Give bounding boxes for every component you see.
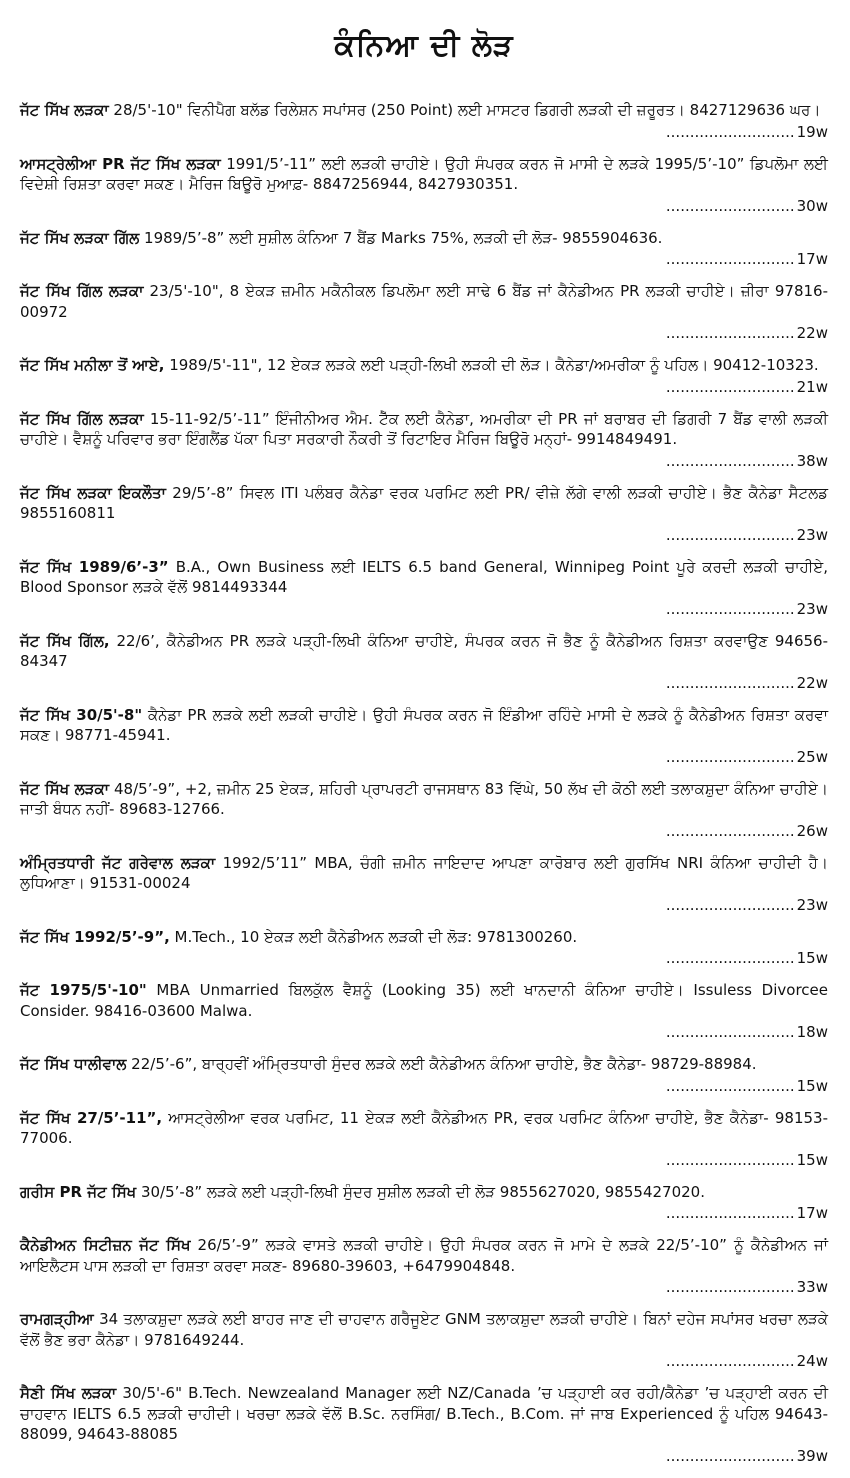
dot-leader: ........................... — [665, 324, 795, 342]
ad-footer — [20, 1351, 828, 1371]
classified-ad — [20, 1108, 828, 1170]
ad-heading: ਜੱਟ ਸਿੱਖ 30/5'-8" — [20, 705, 143, 724]
ad-body: 26/5’-9” ਲੜਕੇ ਵਾਸਤੇ ਲੜਕੀ ਚਾਹੀਏ। ਉਹੀ ਸੰਪਰਕ ਕਰਨ ਜੋ ਮਾਮੇ ਦੇ ਲੜਕੇ 22/5’-10” ਨੂੰ ਕੈਨੇਡੀਅਨ ਜਾਂ ਆਇਲੈਟਸ ਪਾਸ ਲੜਕੀ ਦਾ ਰਿਸ਼ਤਾ ਕਰਵਾ ਸਕਣ- 89680-39603, +6479904848. — [20, 1236, 828, 1275]
ad-heading: ਜੱਟ 1975/5'-10" — [20, 981, 147, 999]
ad-body: 1989/5'-11", 12 ਏਕੜ ਲੜਕੇ ਲਈ ਪੜ੍ਹੀ-ਲਿਖੀ ਲੜਕੀ ਦੀ ਲੋੜ। ਕੈਨੇਡਾ/ਅਮਰੀਕਾ ਨੂੰ ਪਹਿਲ। 90412-10323. — [164, 356, 819, 374]
ad-code: 39w — [796, 1446, 828, 1465]
classified-ad — [20, 1235, 828, 1297]
ad-body: 30/5'-6" B.Tech. Newzealand Manager ਲਈ NZ/Canada ’ਚ ਪੜ੍ਹਾਈ ਕਰ ਰਹੀ/ਕੈਨੇਡਾ ’ਚ ਪੜ੍ਹਾਈ ਕਰਨ ਦੀ ਚਾਹਵਾਨ IELTS 6.5 ਲੜਕੀ ਚਾਹੀਦੀ। ਖਰਚਾ ਲੜਕੇ ਵੱਲੋਂ B.Sc. ਨਰਸਿੰਗ/ B.Tech., B.Com. ਜਾਂ ਜਾਬ Experienced ਨੂੰ ਪਹਿਲ 94643-88099, 94643-88085 — [20, 1384, 828, 1443]
dot-leader: ........................... — [665, 1352, 795, 1370]
classified-ad — [20, 409, 828, 471]
classified-ad — [20, 557, 828, 619]
ad-heading: ਜੱਟ ਸਿੱਖ 1989/6’-3” — [20, 557, 169, 576]
ad-heading: ਜੱਟ ਸਿੱਖ ਗਿੱਲ ਲੜਕਾ — [20, 409, 144, 428]
ad-footer — [20, 451, 828, 471]
ad-body: 22/5’-6”, ਬਾਰ੍ਹਵੀਂ ਅੰਮ੍ਰਿਤਧਾਰੀ ਸੁੰਦਰ ਲੜਕੇ ਲਈ ਕੈਨੇਡੀਅਨ ਕੰਨਿਆ ਚਾਹੀਏ, ਭੈਣ ਕੈਨੇਡਾ- 98729-88984. — [126, 1055, 757, 1073]
ad-heading: ਜੱਟ ਸਿੱਖ ਲੜਕਾ ਇਕਲੌਤਾ — [20, 483, 166, 502]
ad-body: 34 ਤਲਾਕਸ਼ੁਦਾ ਲੜਕੇ ਲਈ ਬਾਹਰ ਜਾਣ ਦੀ ਚਾਹਵਾਨ ਗਰੈਜੂਏਟ GNM ਤਲਾਕਸ਼ੁਦਾ ਲੜਕੀ ਚਾਹੀਏ। ਬਿਨਾਂ ਦਹੇਜ ਸਪਾਂਸਰ ਖਰਚਾ ਲੜਕੇ ਵੱਲੋਂ ਭੈਣ ਭਰਾ ਕੈਨੇਡਾ। 9781649244. — [20, 1310, 828, 1349]
dot-leader: ........................... — [665, 895, 795, 914]
ad-heading: ਜੱਟ ਸਿੱਖ 1992/5’-9”, — [20, 927, 170, 946]
ad-footer — [20, 1076, 828, 1096]
ad-body: 1991/5’-11” ਲਈ ਲੜਕੀ ਚਾਹੀਏ। ਉਹੀ ਸੰਪਰਕ ਕਰਨ ਜੋ ਮਾਸੀ ਦੇ ਲੜਕੇ 1995/5’-10” ਡਿਪਲੋਮਾ ਲਈ ਵਿਦੇਸ਼ੀ ਰਿਸ਼ਤਾ ਕਰਵਾ ਸਕਣ। ਮੈਰਿਜ ਬਿਊਰੋ ਮੁਆਫ਼- 8847256944, 8427930351. — [20, 154, 828, 193]
ad-footer — [20, 1277, 828, 1297]
ad-code: 18w — [796, 1023, 828, 1041]
ad-text — [20, 557, 828, 598]
dot-leader: ........................... — [665, 1446, 795, 1465]
ad-text — [20, 483, 828, 524]
dot-leader: ........................... — [665, 377, 795, 396]
ad-code: 23w — [796, 599, 828, 618]
ad-text — [20, 100, 828, 121]
classified-ad — [20, 355, 828, 397]
ad-code: 17w — [796, 1204, 828, 1222]
ad-heading: ਸੈਣੀ ਸਿੱਖ ਲੜਕਾ — [20, 1384, 117, 1402]
classified-ad — [20, 228, 828, 270]
ad-code: 21w — [796, 377, 828, 396]
ad-body: 22/6’, ਕੈਨੇਡੀਅਨ PR ਲੜਕੇ ਪੜ੍ਹੀ-ਲਿਖੀ ਕੰਨਿਆ ਚਾਹੀਏ, ਸੰਪਰਕ ਕਰਨ ਜੋ ਭੈਣ ਨੂੰ ਕੈਨੇਡੀਅਨ ਰਿਸ਼ਤਾ ਕਰਵਾਉਣ 94656-84347 — [20, 631, 828, 670]
ad-footer — [20, 1150, 828, 1170]
ad-footer — [20, 377, 828, 397]
ad-code: 15w — [796, 1150, 828, 1169]
ad-text — [20, 228, 828, 249]
ad-body: 1992/5’11” MBA, ਚੰਗੀ ਜ਼ਮੀਨ ਜਾਇਦਾਦ ਆਪਣਾ ਕਾਰੋਬਾਰ ਲਈ ਗੁਰਸਿੱਖ NRI ਕੰਨਿਆ ਚਾਹੀਦੀ ਹੈ। ਲੁਧਿਆਣਾ। 91531-00024 — [20, 853, 828, 892]
ad-footer — [20, 948, 828, 968]
ad-body: ਕੈਨੇਡਾ PR ਲੜਕੇ ਲਈ ਲੜਕੀ ਚਾਹੀਏ। ਉਹੀ ਸੰਪਰਕ ਕਰਨ ਜੋ ਇੰਡੀਆ ਰਹਿੰਦੇ ਮਾਸੀ ਦੇ ਲੜਕੇ ਨੂੰ ਕੈਨੇਡੀਅਨ ਰਿਸ਼ਤਾ ਕਰਵਾ ਸਕਣ। 98771-45941. — [20, 705, 829, 744]
dot-leader: ........................... — [665, 599, 795, 618]
ad-text — [20, 1054, 828, 1075]
dot-leader: ........................... — [665, 250, 795, 268]
ad-text — [20, 281, 828, 322]
ad-code: 25w — [796, 747, 828, 766]
dot-leader: ........................... — [665, 122, 795, 141]
classified-ad — [20, 483, 828, 545]
ad-heading: ਆਸਟ੍ਰੇਲੀਆ PR ਜੱਟ ਸਿੱਖ ਲੜਕਾ — [20, 154, 221, 173]
classified-ad — [20, 631, 828, 693]
ad-footer — [20, 747, 828, 767]
classified-ad — [20, 154, 828, 216]
dot-leader: ........................... — [665, 949, 795, 967]
ad-footer — [20, 1446, 828, 1466]
classified-ad — [20, 1054, 828, 1096]
ad-heading: ਜੱਟ ਸਿੱਖ ਲੜਕਾ ਗਿੱਲ — [20, 228, 140, 247]
dot-leader: ........................... — [665, 1204, 795, 1222]
ad-code: 30w — [796, 196, 828, 215]
ad-body: B.A., Own Business ਲਈ IELTS 6.5 band General, Winnipeg Point ਪੂਰੇ ਕਰਦੀ ਲੜਕੀ ਚਾਹੀਏ, Blood Sponsor ਲੜਕੇ ਵੱਲੋਂ 9814493344 — [20, 557, 828, 596]
classified-ad — [20, 779, 828, 841]
ad-heading: ਜੱਟ ਸਿੱਖ ਮਨੀਲਾ ਤੋਂ ਆਏ, — [20, 356, 165, 374]
ad-heading: ਅੰਮ੍ਰਿਤਧਾਰੀ ਜੱਟ ਗਰੇਵਾਲ ਲੜਕਾ — [20, 853, 216, 872]
classified-ad — [20, 1182, 828, 1224]
ad-text — [20, 779, 828, 820]
ad-body: 1989/5’-8” ਲਈ ਸੁਸ਼ੀਲ ਕੰਨਿਆ 7 ਬੈਂਡ Marks 75%, ਲੜਕੀ ਦੀ ਲੋੜ- 9855904636. — [139, 228, 663, 247]
dot-leader: ........................... — [665, 821, 795, 840]
classified-ad — [20, 927, 828, 969]
ad-body: 48/5’-9”, +2, ਜ਼ਮੀਨ 25 ਏਕੜ, ਸ਼ਹਿਰੀ ਪ੍ਰਾਪਰਟੀ ਰਾਜਸਥਾਨ 83 ਵਿੱਘੇ, 50 ਲੱਖ ਦੀ ਕੋਠੀ ਲਈ ਤਲਾਕਸ਼ੁਦਾ ਕੰਨਿਆ ਚਾਹੀਏ। ਜਾਤੀ ਬੰਧਨ ਨਹੀਂ- 89683-12766. — [20, 779, 829, 818]
ad-code: 15w — [796, 1076, 828, 1095]
ad-text — [20, 1235, 828, 1276]
ad-code: 23w — [796, 525, 828, 544]
dot-leader: ........................... — [665, 1278, 795, 1296]
ad-footer — [20, 122, 828, 142]
dot-leader: ........................... — [665, 196, 795, 215]
ad-footer — [20, 196, 828, 216]
ad-text — [20, 1108, 828, 1149]
ad-code: 17w — [796, 250, 828, 268]
ad-body: 23/5'-10", 8 ਏਕੜ ਜ਼ਮੀਨ ਮਕੈਨੀਕਲ ਡਿਪਲੋਮਾ ਲਈ ਸਾਢੇ 6 ਬੈਂਡ ਜਾਂ ਕੈਨੇਡੀਅਨ PR ਲੜਕੀ ਚਾਹੀਏ। ਜ਼ੀਰਾ 97816-00972 — [20, 282, 828, 321]
dot-leader: ........................... — [665, 525, 795, 544]
ad-text — [20, 853, 828, 894]
ad-text — [20, 927, 828, 948]
ad-footer — [20, 249, 828, 269]
classified-ad — [20, 853, 828, 915]
ad-heading: ਜੱਟ ਸਿੱਖ ਗਿੱਲ, — [20, 631, 110, 650]
ad-body: M.Tech., 10 ਏਕੜ ਲਈ ਕੈਨੇਡੀਅਨ ਲੜਕੀ ਦੀ ਲੋੜ: 9781300260. — [169, 927, 578, 946]
ad-footer — [20, 673, 828, 693]
classified-ad — [20, 1309, 828, 1371]
ad-footer — [20, 323, 828, 343]
ad-body: 30/5’-8” ਲੜਕੇ ਲਈ ਪੜ੍ਹੀ-ਲਿਖੀ ਸੁੰਦਰ ਸੁਸ਼ੀਲ ਲੜਕੀ ਦੀ ਲੋੜ 9855627020, 9855427020. — [136, 1182, 705, 1201]
ad-code: 23w — [796, 895, 828, 914]
ad-code: 33w — [796, 1278, 828, 1296]
ad-footer — [20, 525, 828, 545]
classified-ad — [20, 980, 828, 1042]
classified-ad — [20, 100, 828, 142]
ad-body: 15-11-92/5’-11” ਇੰਜੀਨੀਅਰ ਐਮ. ਟੈੱਕ ਲਈ ਕੈਨੇਡਾ, ਅਮਰੀਕਾ ਦੀ PR ਜਾਂ ਬਰਾਬਰ ਦੀ ਡਿਗਰੀ 7 ਬੈਂਡ ਵਾਲੀ ਲੜਕੀ ਚਾਹੀਏ। ਵੈਸ਼ਨੂੰ ਪਰਿਵਾਰ ਭਰਾ ਇੰਗਲੈਂਡ ਪੱਕਾ ਪਿਤਾ ਸਰਕਾਰੀ ਨੌਕਰੀ ਤੋਂ ਰਿਟਾਇਰ ਮੈਰਿਜ ਬਿਊਰੋ ਮਨ੍ਹਾਂ- 9914849491. — [20, 409, 828, 448]
ad-heading: ਜੱਟ ਸਿੱਖ ਗਿੱਲ ਲੜਕਾ — [20, 282, 144, 300]
ad-footer — [20, 1203, 828, 1223]
ad-text — [20, 154, 828, 195]
dot-leader: ........................... — [665, 1076, 795, 1095]
ad-heading: ਗਰੀਸ PR ਜੱਟ ਸਿੱਖ — [20, 1182, 137, 1201]
ad-heading: ਰਾਮਗੜ੍ਹੀਆ — [20, 1310, 94, 1328]
ad-code: 38w — [796, 451, 828, 470]
dot-leader: ........................... — [665, 1023, 795, 1041]
ad-heading: ਜੱਟ ਸਿੱਖ ਲੜਕਾ — [20, 779, 110, 798]
ads-list — [20, 100, 828, 1466]
ad-footer — [20, 895, 828, 915]
dot-leader: ........................... — [665, 1150, 795, 1169]
ad-code: 22w — [796, 324, 828, 342]
ad-heading: ਜੱਟ ਸਿੱਖ ਲੜਕਾ — [20, 101, 109, 119]
ad-code: 15w — [796, 949, 828, 967]
ad-body: 29/5’-8” ਸਿਵਲ ITI ਪਲੰਬਰ ਕੈਨੇਡਾ ਵਰਕ ਪਰਮਿਟ ਲਈ PR/ ਵੀਜ਼ੇ ਲੱਗੇ ਵਾਲੀ ਲੜਕੀ ਚਾਹੀਏ। ਭੈਣ ਕੈਨੇਡਾ ਸੈਟਲਡ 9855160811 — [20, 483, 828, 522]
dot-leader: ........................... — [665, 673, 795, 692]
ad-footer — [20, 599, 828, 619]
ad-text — [20, 1383, 828, 1445]
ad-footer — [20, 1022, 828, 1042]
ad-code: 24w — [796, 1352, 828, 1370]
ad-text — [20, 355, 828, 376]
ad-code: 26w — [796, 821, 828, 840]
dot-leader: ........................... — [665, 451, 795, 470]
ad-code: 19w — [796, 122, 828, 141]
ad-text — [20, 1309, 828, 1350]
ad-text — [20, 980, 828, 1021]
dot-leader: ........................... — [665, 747, 795, 766]
ad-body: 28/5'-10" ਵਿਨੀਪੈਗ ਬਲੱਡ ਰਿਲੇਸ਼ਨ ਸਪਾਂਸਰ (250 Point) ਲਈ ਮਾਸਟਰ ਡਿਗਰੀ ਲੜਕੀ ਦੀ ਜ਼ਰੂਰਤ। 8427129636 ਘਰ। — [108, 101, 821, 119]
ad-heading: ਕੈਨੇਡੀਅਨ ਸਿਟੀਜ਼ਨ ਜੱਟ ਸਿੱਖ — [20, 1236, 191, 1254]
page-title: ਕੰਨਿਆ ਦੀ ਲੋੜ — [334, 28, 514, 63]
ad-text — [20, 409, 828, 450]
ad-heading: ਜੱਟ ਸਿੱਖ 27/5’-11”, — [20, 1108, 163, 1127]
ad-heading: ਜੱਟ ਸਿੱਖ ਧਾਲੀਵਾਲ — [20, 1055, 127, 1073]
classified-ad — [20, 705, 828, 767]
ad-code: 22w — [796, 673, 828, 692]
ad-text — [20, 631, 828, 672]
ad-text — [20, 705, 828, 746]
classified-ad — [20, 281, 828, 343]
ad-body: ਆਸਟ੍ਰੇਲੀਆ ਵਰਕ ਪਰਮਿਟ, 11 ਏਕੜ ਲਈ ਕੈਨੇਡੀਅਨ PR, ਵਰਕ ਪਰਮਿਟ ਕੰਨਿਆ ਚਾਹੀਏ, ਭੈਣ ਕੈਨੇਡਾ- 98153-77006. — [20, 1108, 828, 1147]
ad-footer — [20, 821, 828, 841]
ad-body: MBA Unmarried ਬਿਲਕੁੱਲ ਵੈਸ਼ਨੂੰ (Looking 35) ਲਈ ਖਾਨਦਾਨੀ ਕੰਨਿਆ ਚਾਹੀਏ। Issuless Divorcee Consider. 98416-03600 Malwa. — [20, 981, 828, 1020]
ad-text — [20, 1182, 828, 1203]
classified-ad — [20, 1383, 828, 1466]
